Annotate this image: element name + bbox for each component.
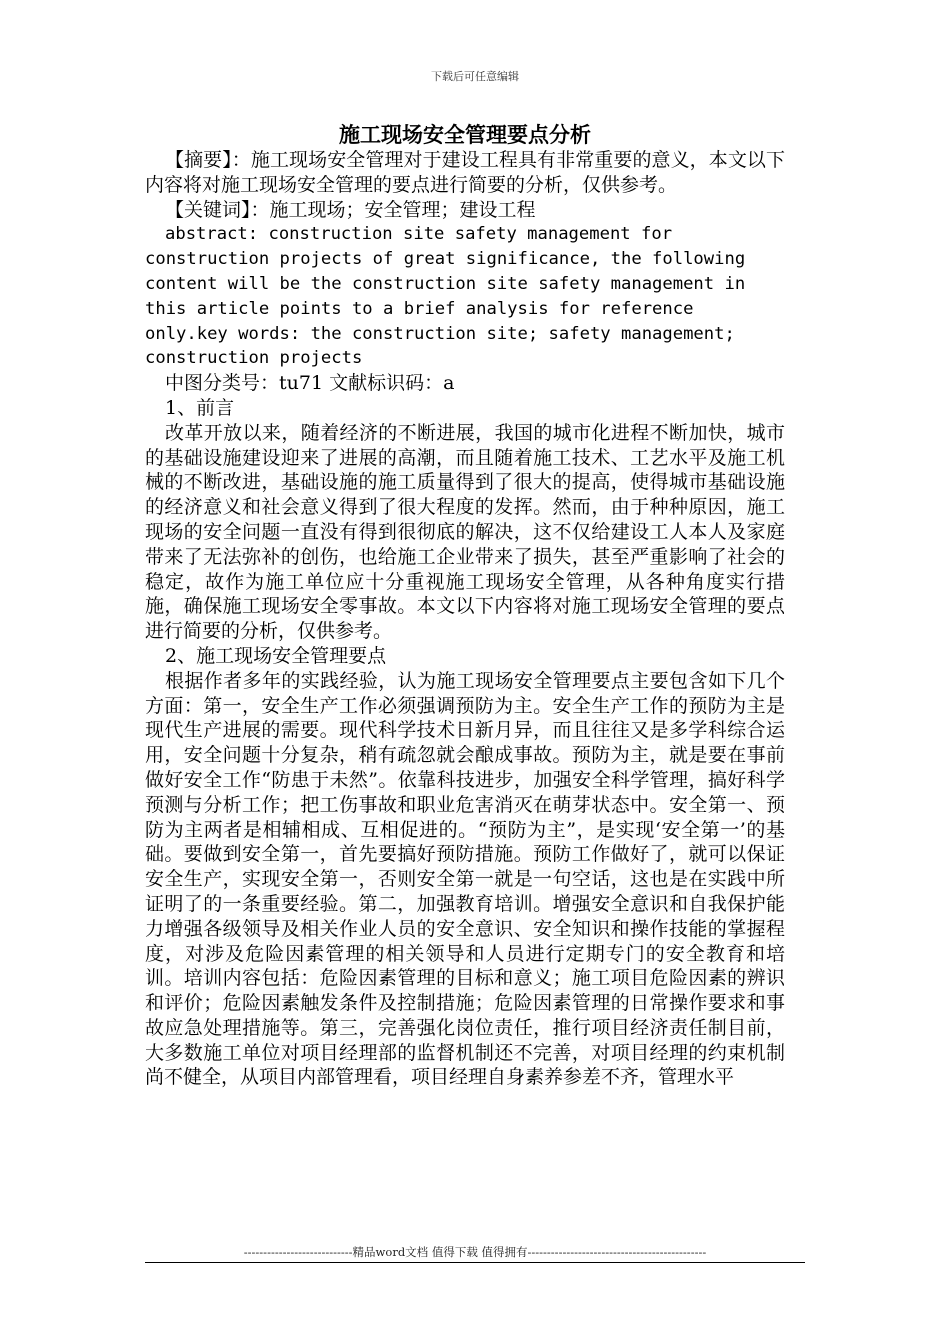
abstract-en: abstract: construction site safety management for construction projects of great significance, the following content will be the construction site safety management in this article points to a brief analysis for reference only.key words: the construction site; safety management; construction projects <box>145 224 746 369</box>
footer-divider <box>145 1262 805 1263</box>
keywords-cn: 【关键词】：施工现场；安全管理；建设工程 <box>165 198 536 221</box>
section2-heading: 2、施工现场安全管理要点 <box>165 644 387 667</box>
section1-body: 改革开放以来，随着经济的不断进展，我国的城市化进程不断加快，城市的基础设施建设迎来了进展的高潮，而且随着施工技术、工艺水平及施工机械的不断改进，基础设施的施工质量得到了很大的提高，使得城市基础设施的经济意义和社会意义得到了很大程度的发挥。然而，由于种种原因，施工现场的安全问题一直没有得到很彻底的解决，这不仅给建设工人本人及家庭带来了无法弥补的创伤，也给施工企业带来了损失，甚至严重影响了社会的稳定，故作为施工单位应十分重视施工现场安全管理，从各种角度实行措施，确保施工现场安全零事故。本文以下内容将对施工现场安全管理的要点进行简要的分析，仅供参考。 <box>145 421 785 643</box>
document-title: 施工现场安全管理要点分析 <box>339 122 591 147</box>
section2-body: 根据作者多年的实践经验，认为施工现场安全管理要点主要包含如下几个方面：第一，安全生产工作必须强调预防为主。安全生产工作的预防为主是现代生产进展的需要。现代科学技术日新月异，而且往往又是多学科综合运用，安全问题十分复杂，稍有疏忽就会酿成事故。预防为主，就是要在事前做好安全工作“防患于未然”。依靠科技进步，加强安全科学管理，搞好科学预测与分析工作；把工伤事故和职业危害消灭在萌芽状态中。安全第一、预防为主两者是相辅相成、互相促进的。“预防为主”，是实现‘安全第一’的基础。要做到安全第一，首先要搞好预防措施。预防工作做好了，就可以保证安全生产，实现安全第一，否则安全第一就是一句空话，这也是在实践中所证明了的一条重要经验。第二，加强教育培训。增强安全意识和自我保护能力增强各级领导及相关作业人员的安全意识、安全知识和操作技能的掌握程度，对涉及危险因素管理的相关领导和人员进行定期专门的安全教育和培训。培训内容包括：危险因素管理的目标和意义；施工项目危险因素的辨识和评价；危险因素触发条件及控制措施；危险因素管理的日常操作要求和事故应急处理措施等。第三，完善强化岗位责任，推行项目经济责任制目前，大多数施工单位对项目经理部的监督机制还不完善，对项目经理的约束机制尚不健全，从项目内部管理看，项目经理自身素养参差不齐，管理水平 <box>145 669 785 1089</box>
page-header: 下载后可任意编辑 <box>431 70 519 83</box>
classification: 中图分类号：tu71 文献标识码：a <box>165 372 455 395</box>
page-footer: ----------------------------精品word文档 值得下载 值得拥有---------------------------------------------- <box>243 1245 707 1259</box>
section1-heading: 1、前言 <box>165 396 235 419</box>
document-body <box>145 122 785 1090</box>
abstract-cn: 【摘要】：施工现场安全管理对于建设工程具有非常重要的意义，本文以下内容将对施工现场安全管理的要点进行简要的分析，仅供参考。 <box>145 149 785 196</box>
